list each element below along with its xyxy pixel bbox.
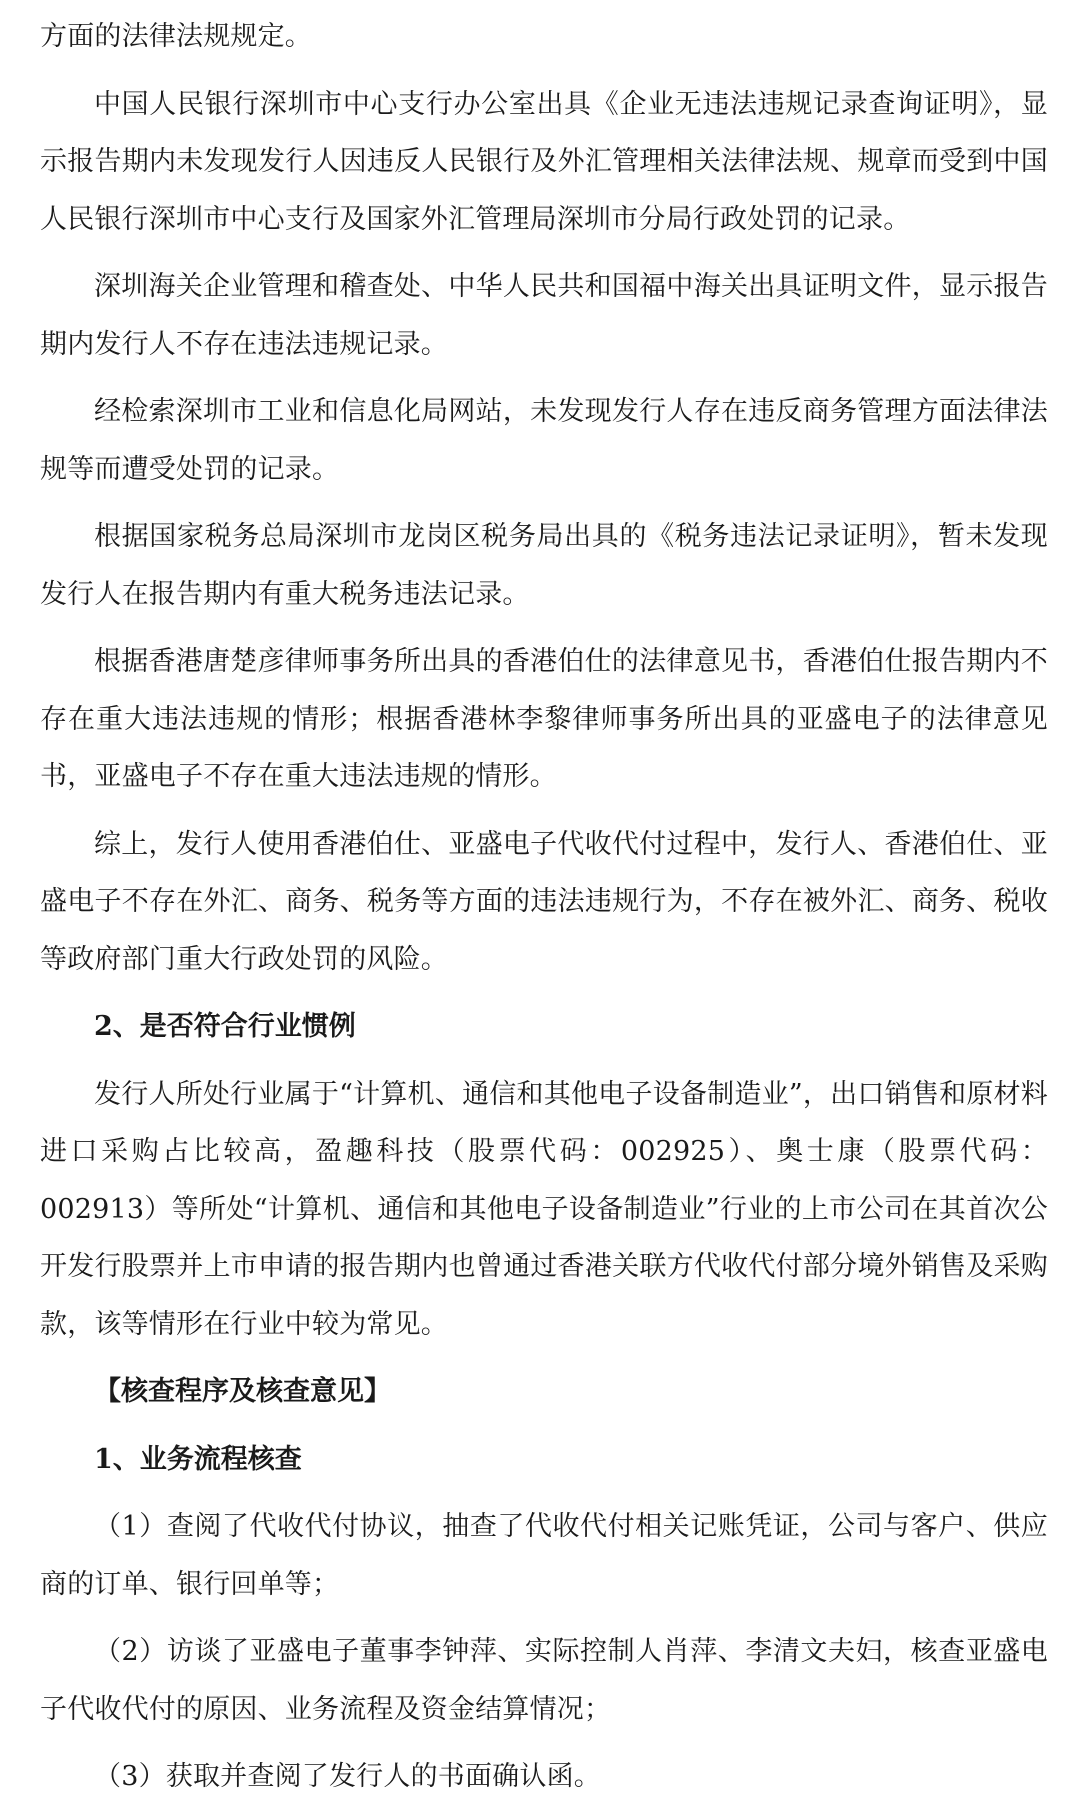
paragraph-continuation: 方面的法律法规规定。 — [40, 21, 312, 52]
paragraph-check-item-3: （3）获取并查阅了发行人的书面确认函。 — [94, 1761, 601, 1792]
paragraph-summary: 综上，发行人使用香港伯仕、亚盛电子代收代付过程中，发行人、香港伯仕、亚盛电子不存在外汇、商务、税务等方面的违法违规行为，不存在被外汇、商务、税收等政府部门重大行政处罚的风险。 — [40, 828, 1048, 975]
heading-verification: 【核查程序及核查意见】 — [94, 1376, 391, 1407]
paragraph-hk-legal-opinion: 根据香港唐楚彦律师事务所出具的香港伯仕的法律意见书，香港伯仕报告期内不存在重大违法违规的情形；根据香港林李黎律师事务所出具的亚盛电子的法律意见书，亚盛电子不存在重大违法违规的情形。 — [40, 646, 1048, 792]
paragraph-check-item-1: （1）查阅了代收代付协议，抽查了代收代付相关记账凭证，公司与客户、供应商的订单、银行回单等； — [40, 1511, 1048, 1600]
paragraph-check-item-2: （2）访谈了亚盛电子董事李钟萍、实际控制人肖萍、李清文夫妇，核查亚盛电子代收代付的原因、业务流程及资金结算情况； — [40, 1636, 1048, 1725]
document-page — [40, 8, 1048, 1816]
paragraph-tax-certificate: 根据国家税务总局深圳市龙岗区税务局出具的《税务违法记录证明》，暂未发现发行人在报告期内有重大税务违法记录。 — [40, 521, 1048, 610]
paragraph-customs-certificate: 深圳海关企业管理和稽查处、中华人民共和国福中海关出具证明文件，显示报告期内发行人不存在违法违规记录。 — [40, 271, 1048, 360]
heading-industry-practice: 2、是否符合行业惯例 — [94, 1011, 356, 1042]
paragraph-industry-practice: 发行人所处行业属于“计算机、通信和其他电子设备制造业”，出口销售和原材料进口采购占比较高，盈趣科技（股票代码：002925）、奥士康（股票代码：002913）等所处“计算机、通信和其他电子设备制造业”行业的上市公司在其首次公开发行股票并上市申请的报告期内也曾通过香港关联方代收代付部分境外销售及采购款，该等情形在行业中较为常见。 — [40, 1078, 1048, 1340]
heading-business-process-check: 1、业务流程核查 — [94, 1443, 302, 1475]
paragraph-pboc-certificate: 中国人民银行深圳市中心支行办公室出具《企业无违法违规记录查询证明》，显示报告期内未发现发行人因违反人民银行及外汇管理相关法律法规、规章而受到中国人民银行深圳市中心支行及国家外汇管理局深圳市分局行政处罚的记录。 — [40, 88, 1048, 235]
paragraph-industry-bureau-search: 经检索深圳市工业和信息化局网站，未发现发行人存在违反商务管理方面法律法规等而遭受处罚的记录。 — [40, 396, 1048, 485]
